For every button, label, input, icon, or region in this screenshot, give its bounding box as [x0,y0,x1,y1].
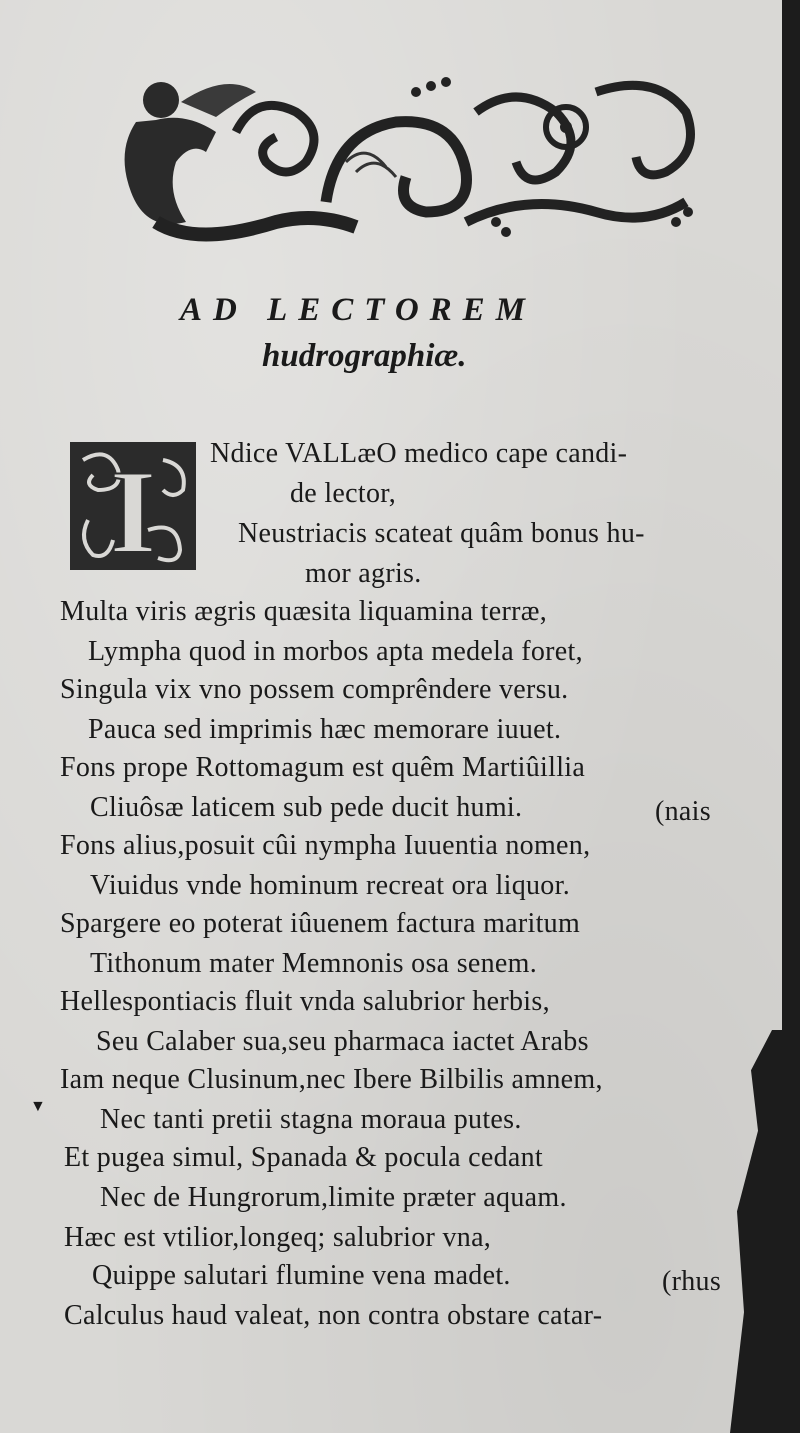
text-line: de lector, [290,478,397,509]
text-line: Hæc est vtilior,longeq; salubrior vna, [64,1222,492,1253]
text-line: Calculus haud valeat, non contra obstare catar- [64,1300,603,1331]
text-line: Ndice VALLæO medico cape candi- [210,438,628,469]
margin-mark: ▼ [30,1098,46,1115]
text-line: Multa viris ægris quæsita liquamina terræ, [60,596,547,627]
text-line: Neustriacis scateat quâm bonus hu- [238,518,645,549]
ornamental-headpiece [96,72,706,247]
text-line: (nais [655,796,711,827]
text-line: Singula vix vno possem comprêndere versu. [60,674,569,705]
text-line: Et pugea simul, Spanada & pocula cedant [64,1142,544,1173]
text-line: Cliuôsæ laticem sub pede ducit humi. [90,792,523,823]
text-line: Viuidus vnde hominum recreat ora liquor. [90,870,570,901]
decorated-initial [68,440,198,572]
text-line: Tithonum mater Memnonis osa senem. [90,948,538,979]
text-line: Iam neque Clusinum,nec Ibere Bilbilis amnem, [60,1064,603,1095]
text-line: mor agris. [305,558,422,589]
text-line: Quippe salutari flumine vena madet. [92,1260,511,1291]
subheading: hudrographiæ. [262,338,467,374]
text-line: Nec de Hungrorum,limite præter aquam. [100,1182,567,1213]
text-line: Fons prope Rottomagum est quêm Martiûillia [60,752,586,783]
text-line: Spargere eo poterat iûuenem factura maritum [60,908,581,939]
text-line: Hellespontiacis fluit vnda salubrior herbis, [60,986,550,1017]
text-line: (rhus [662,1266,722,1297]
drop-cap-letter: I [109,445,157,572]
text-line: Seu Calaber sua,seu pharmaca iactet Arabs [96,1026,589,1057]
text-line: Nec tanti pretii stagna moraua putes. [100,1104,522,1135]
text-line: Fons alius,posuit cûi nympha Iuuentia nomen, [60,830,591,861]
heading: AD LECTOREM [180,292,537,328]
text-line: Lympha quod in morbos apta medela foret, [88,636,583,667]
text-line: Pauca sed imprimis hæc memorare iuuet. [88,714,562,745]
